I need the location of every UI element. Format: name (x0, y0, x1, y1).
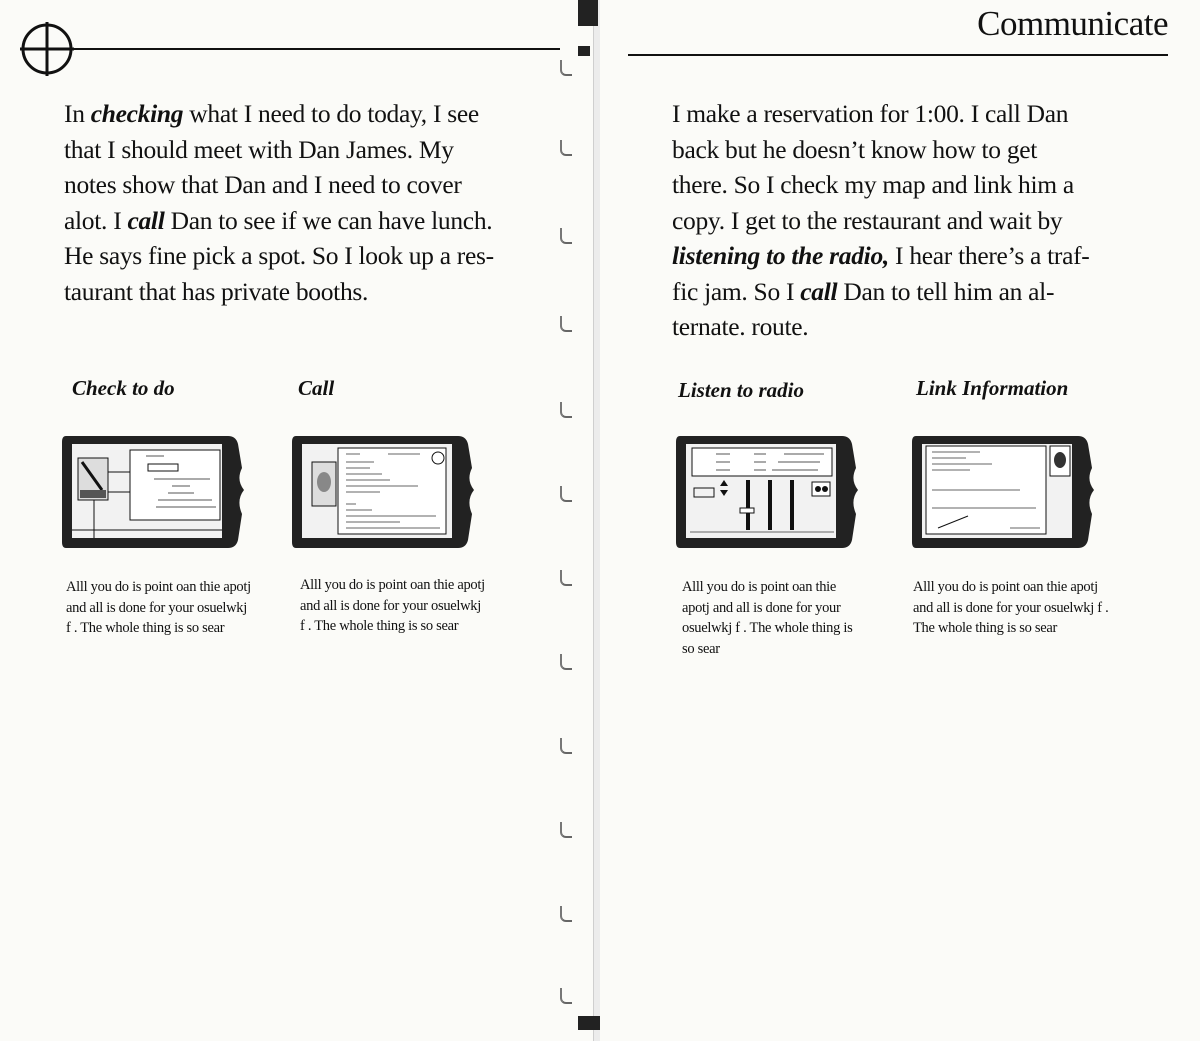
text-line: there. So I check my map and link him a (672, 170, 1074, 199)
text-line: listening to the radio, I hear there’s a traf- (672, 241, 1090, 270)
text-line: notes show that Dan and I need to cover (64, 170, 462, 199)
text-line: ternate. route. (672, 312, 809, 341)
binding-mark (578, 46, 590, 56)
text-line: fic jam. So I call Dan to tell him an al- (672, 276, 1055, 306)
text-line: I make a reservation for 1:00. I call Dan (672, 99, 1069, 128)
text-line: He says fine pick a spot. So I look up a res- (64, 241, 494, 270)
device-illustration-call (290, 432, 478, 550)
crosshair-icon (20, 22, 74, 76)
text-line: back but he doesn’t know how to get (672, 134, 1038, 164)
right-paragraph (672, 96, 1090, 345)
figure-heading-check-to-do: Check to do (72, 376, 175, 400)
keyword-listening-to-the-radio: listening to the radio, (672, 241, 889, 270)
keyword-checking: checking (90, 99, 184, 128)
figure-caption-check-to-do: Alll you do is point oan thie apotj and all is done for your osuelwkj f . The whole thing is so sear (66, 579, 251, 636)
figure-heading-call: Call (298, 376, 335, 400)
text-line: copy. I get to the restaurant and wait by (672, 205, 1063, 235)
device-illustration-listen-to-radio (674, 432, 862, 550)
text-line: that I should meet with Dan James. My (64, 134, 454, 164)
figure-caption-call: Alll you do is point oan thie apotj and all is done for your osuelwkj f . The whole thing is so sear (300, 577, 485, 634)
figure-heading-listen-to-radio: Listen to radio (678, 378, 805, 402)
binding-mark (578, 0, 598, 26)
right-header-rule (628, 54, 1168, 56)
text-line: taurant that has private booths. (64, 276, 369, 306)
left-paragraph (64, 96, 494, 309)
text-line: In checking what I need to do today, I see (64, 99, 479, 128)
page-title: Communicate (977, 4, 1168, 43)
figure-caption-link-information: Alll you do is point oan thie apotj and all is done for your osuelwkj f . The whole thing is so sear (913, 579, 1109, 636)
device-illustration-link-information (910, 432, 1098, 550)
figure-heading-link-information: Link Information (916, 376, 1069, 400)
keyword-call: call (800, 276, 838, 306)
keyword-call: call (127, 205, 165, 235)
binding-mark (578, 1016, 600, 1030)
figure-caption-listen-to-radio: Alll you do is point oan thie apotj and all is done for your osuelwkj f . The whole thing is so sear (682, 579, 853, 657)
right-page (600, 0, 1200, 1041)
left-page (0, 0, 595, 1041)
left-header-rule (72, 48, 560, 50)
text-line: alot. I call Dan to see if we can have lunch. (64, 205, 493, 235)
device-illustration-check-to-do (60, 432, 248, 550)
